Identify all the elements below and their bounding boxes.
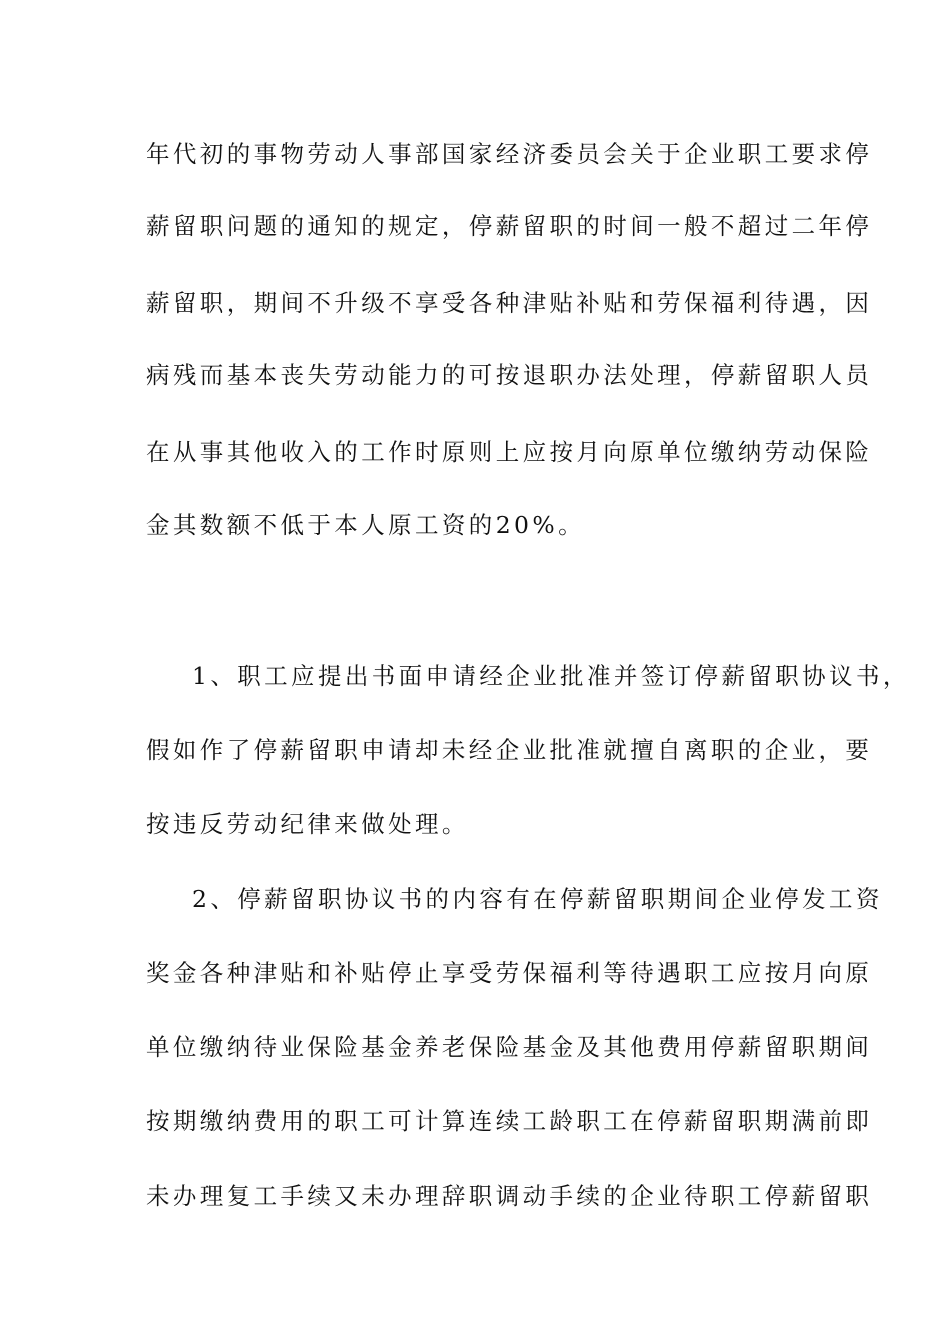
paragraph-1-line-3: 薪留职，期间不升级不享受各种津贴补贴和劳保福利待遇，因	[146, 289, 873, 317]
paragraph-3-line-4: 按期缴纳费用的职工可计算连续工龄职工在停薪留职期满前即	[146, 1107, 873, 1135]
paragraph-3-line-3: 单位缴纳待业保险基金养老保险基金及其他费用停薪留职期间	[146, 1033, 873, 1061]
paragraph-3-line-1: 2、停薪留职协议书的内容有在停薪留职期间企业停发工资	[192, 885, 883, 913]
paragraph-1-line-2: 薪留职问题的通知的规定，停薪留职的时间一般不超过二年停	[146, 212, 873, 240]
paragraph-2-line-1: 1、职工应提出书面申请经企业批准并签订停薪留职协议书，	[192, 662, 910, 690]
paragraph-1-line-1: 年代初的事物劳动人事部国家经济委员会关于企业职工要求停	[146, 140, 873, 168]
paragraph-1-line-4: 病残而基本丧失劳动能力的可按退职办法处理，停薪留职人员	[146, 361, 873, 389]
paragraph-2-line-3: 按违反劳动纪律来做处理。	[146, 810, 469, 838]
paragraph-2-line-2: 假如作了停薪留职申请却未经企业批准就擅自离职的企业，要	[146, 736, 873, 764]
paragraph-1-line-5: 在从事其他收入的工作时原则上应按月向原单位缴纳劳动保险	[146, 438, 873, 466]
paragraph-3-line-2: 奖金各种津贴和补贴停止享受劳保福利等待遇职工应按月向原	[146, 959, 873, 987]
paragraph-1-line-6: 金其数额不低于本人原工资的20%。	[146, 511, 586, 539]
paragraph-3-line-5: 未办理复工手续又未办理辞职调动手续的企业待职工停薪留职	[146, 1182, 873, 1210]
